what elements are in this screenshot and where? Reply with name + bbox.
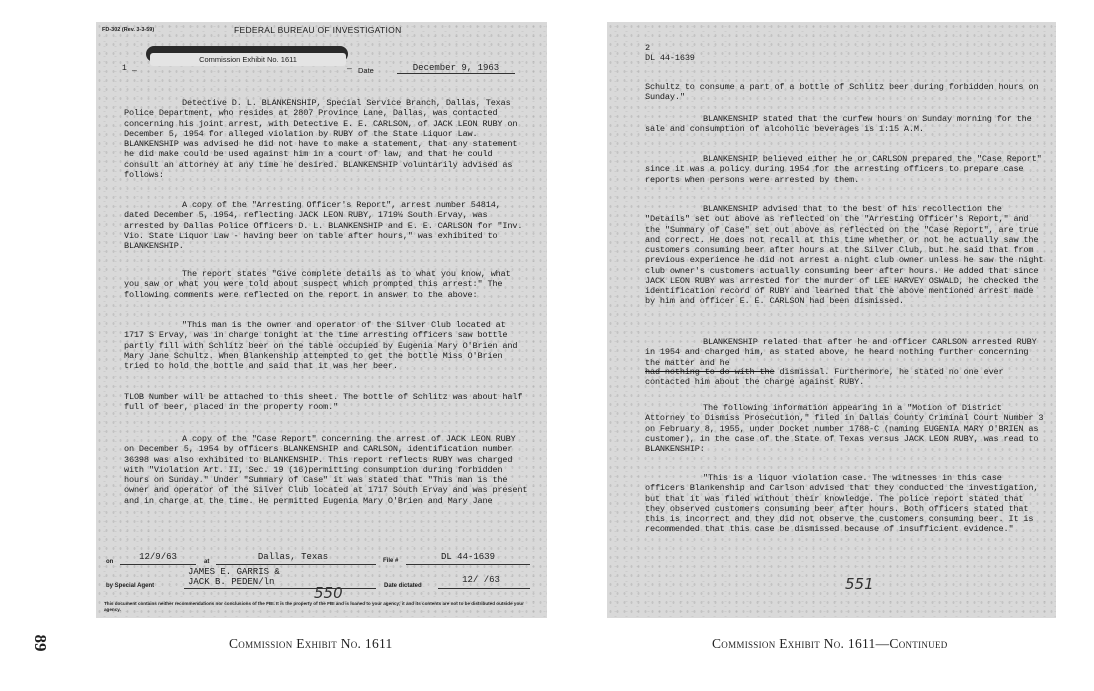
caption-left: Commission Exhibit No. 1611 — [229, 636, 393, 651]
date-value: December 9, 1963 — [397, 63, 515, 74]
paragraph: BLANKENSHIP related that after he and officer CARLSON arrested RUBY in 1954 and charged him, as stated above, he heard nothing further concerning the matter and he — [645, 337, 1037, 368]
paragraph: Schultz to consume a part of a bottle of Schlitz beer during forbidden hours on Sunday." — [645, 82, 1039, 103]
dash-left: — — [132, 67, 137, 76]
interview-place: Dallas, Texas — [257, 552, 329, 562]
form-id: FD-302 (Rev. 3-3-59) — [102, 27, 155, 33]
line-number: 1 — [122, 64, 127, 73]
page-index: 2 — [645, 43, 650, 53]
on-label: on — [106, 559, 114, 565]
paragraph: TLOB Number will be attached to this sheet. The bottle of Schlitz was about half full of beer, placed in the property room." — [124, 392, 523, 413]
dictated-date: 12/ /63 — [462, 575, 500, 585]
handwritten-page-number: 551 — [845, 575, 874, 593]
dictated-label: Date dictated — [384, 583, 422, 589]
paragraph-continued: dismissal. Furthermore, he stated no one ever contacted him about the charge against RUBY. — [645, 367, 1004, 388]
paragraph: The following information appearing in a "Motion of District Attorney to Dismiss Prosecution," filed in Dallas County Criminal Court Number 3 on February 8, 1955, under Docket number 1788-C (naming EUGENIA MARY O'BRIEN as customer), in the case of the State of Texas versus JACK LEON RUBY, was read to BLANKENSHIP: — [645, 403, 1044, 454]
quoted-motion: "This is a liquor violation case. The witnesses in this case officers Blankenship and Carlson advised that they conducted the investigation, but that it was filed without their knowledge. The police report stated that they observed customers consuming beer after hours. Both officers stated that this is incorrect and they did not observe the customers consuming beer. It is recommended that this case be dismissed because of insufficient evidence." — [645, 473, 1039, 535]
fd302-document-page-2 — [607, 22, 1056, 618]
interview-date: 12/9/63 — [139, 552, 177, 562]
file-label: File # — [383, 558, 399, 564]
fd302-document-page-1 — [96, 22, 547, 618]
agents-line-1: JAMES E. GARRIS & — [188, 567, 280, 577]
underline — [120, 564, 196, 565]
struck-text: had nothing to do with the — [645, 367, 775, 377]
underline — [438, 588, 530, 589]
paragraph: A copy of the "Arresting Officer's Report", arrest number 54814, dated December 5, 1954, reflecting JACK LEON RUBY, 1719½ South Ervay, was arrested by Dallas Police Officers D. L. BLANKENSHIP and E. E. CARLSON for "Inv. Vio. State Liquor Law - having beer on table after hours," was exhibited to BLANKENSHIP. — [124, 200, 523, 251]
paragraph: BLANKENSHIP advised that to the best of his recollection the "Details" set out above as reflected on the "Arresting Officer's Report," and the "Summary of Case" set out above as reflected on the "Case Report", are true and correct. He does not recall at this time whether or not he actually saw the customers consuming beer after hours at the Silver Club, but he said that from previous experience he did not arrest a night club owner unless he saw the night club owner's customers actually consuming beer after hours. He added that since JACK LEON RUBY was arrested for the murder of LEE HARVEY OSWALD, he checked the identification record of RUBY and learned that the above mentioned arrest made by him and officer E. E. CARLSON had been dismissed. — [645, 204, 1044, 307]
agency-heading: FEDERAL BUREAU OF INVESTIGATION — [234, 25, 402, 35]
page-number: 89 — [31, 634, 50, 652]
date-label: Date — [358, 66, 374, 75]
dash-right: — — [347, 65, 352, 74]
paragraph — [645, 367, 1043, 388]
underline — [216, 564, 376, 565]
file-reference: DL 44-1639 — [645, 53, 695, 63]
at-label: at — [204, 559, 210, 565]
underline — [184, 588, 376, 589]
handwritten-page-number: 550 — [314, 584, 343, 602]
paragraph: BLANKENSHIP stated that the curfew hours on Sunday morning for the sale and consumption of alcoholic beverages is 1:15 A.M. — [645, 114, 1032, 135]
agents-label: by Special Agent — [106, 583, 155, 589]
underline — [406, 564, 530, 565]
agents-line-2: JACK B. PEDEN/ln — [188, 577, 275, 587]
caption-right: Commission Exhibit No. 1611—Continued — [712, 636, 948, 651]
paragraph: A copy of the "Case Report" concerning the arrest of JACK LEON RUBY on December 5, 1954 by officers BLANKENSHIP and CARLSON, identification number 36398 was also exhibited to BLANKENSHIP. This report reflects RUBY was charged with "Violation Art. II, Sec. 19 (16)permitting consumption during forbidden hours on Sunday." Under "Summary of Case" it was stated that "This man is the owner and operator of the Silver Club located at 1717 South Ervay and was present and in charge at the time. He permitted Eugenia Mary O'Brien and Mary Jane — [124, 434, 528, 506]
fbi-notice: This document contains neither recommendations nor conclusions of the FBI. It is the property of the FBI and is loaned to your agency; it and its contents are not to be distributed outside your agency. — [104, 601, 524, 612]
paragraph: Detective D. L. BLANKENSHIP, Special Service Branch, Dallas, Texas Police Department, who resides at 2807 Province Lane, Dallas, was contacted concerning his joint arrest, with Detective E. E. CARLSON, of JACK LEON RUBY on December 5, 1954 for alleged violation by RUBY of the State Liquor Law. BLANKENSHIP was advised he did not have to make a statement, that any statement he did make could be used against him in a court of law, and that he could consult an attorney at any time he desired. BLANKENSHIP voluntarily advised as follows: — [124, 98, 518, 180]
paragraph: BLANKENSHIP believed either he or CARLSON prepared the "Case Report" since it was a policy during 1954 for the arresting officers to prepare case reports when persons were arrested by them. — [645, 154, 1042, 185]
paragraph: The report states "Give complete details as to what you know, what you saw or what you were told about suspect which prompted this arrest:" The following comments were reflected on the report in answer to the above: — [124, 269, 511, 300]
file-number: DL 44-1639 — [440, 552, 495, 562]
exhibit-label: Commission Exhibit No. 1611 — [150, 53, 346, 66]
paragraph: "This man is the owner and operator of the Silver Club located at 1717 S Ervay, was in charge tonight at the time arresting officers saw bottle partly fill with Schlitz beer on the table occupied by Eugenia Mary O'Brien and Mary Jane Schultz. When Blankenship attempted to get the bottle Miss O'Brien tried to hold the bottle and said that it was her beer. — [124, 320, 518, 371]
